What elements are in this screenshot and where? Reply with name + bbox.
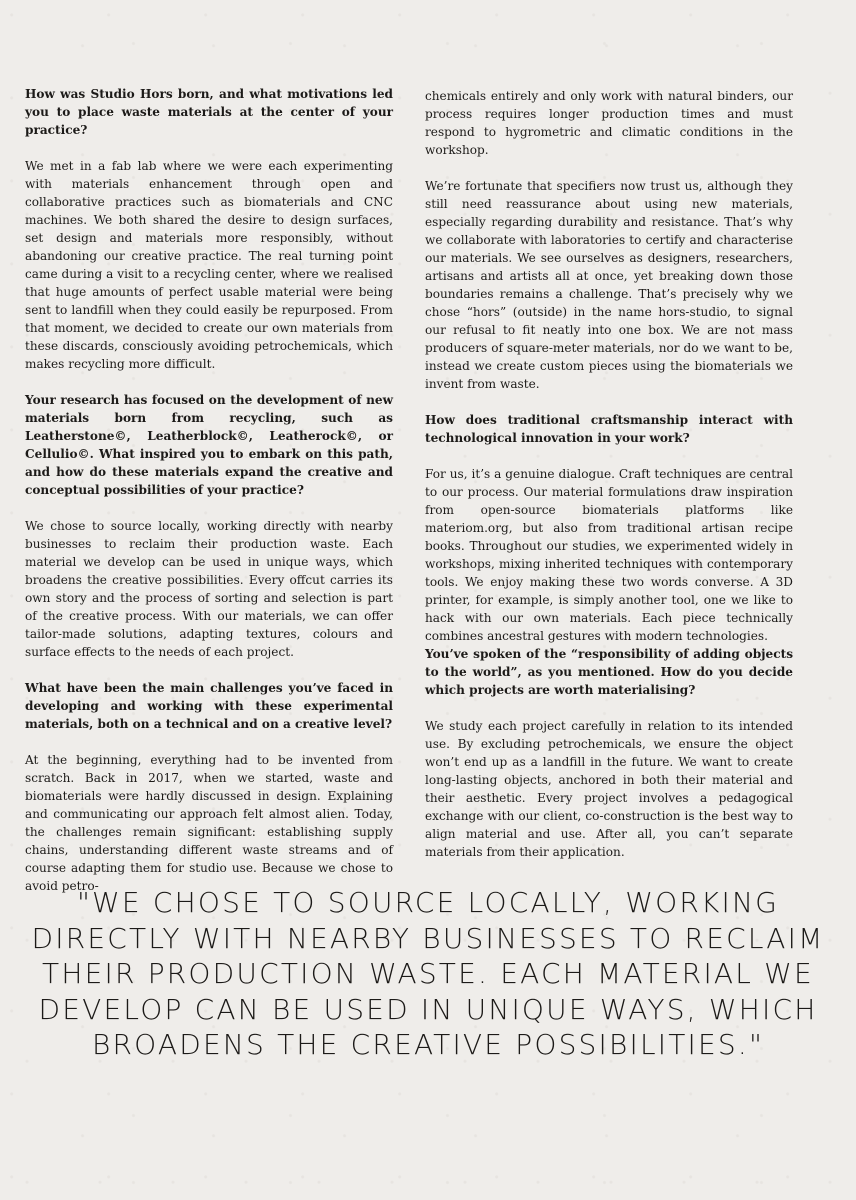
answer-3-paragraph-2: We’re fortunate that specifiers now trust us, although they still need reassurance about using new materials, especially regarding durability and resistance. That’s why we collaborate with laboratories to certify and characterise our materials. We see ourselves as designers, researchers, artisans and artists all at once, yet breaking down those boundaries remains a challenge. That’s precisely why we chose “hors” (outside) in the name hors-studio, to signal our refusal to fit neatly into one box. We are not mass producers of square-meter materials, nor do we want to be, instead we create custom pieces using the biomaterials we invent from waste.	[425, 179, 793, 391]
question-3: What have been the main challenges you’ve faced in developing and working with these experimental materials, both on a technical and on a creative level?	[25, 681, 393, 731]
answer-5: We study each project carefully in relation to its intended use. By excluding petrochemicals, we ensure the object won’t end up as a landfill in the future. We want to create long-lasting objects, anchored in both their material and their aesthetic. Every project involves a pedagogical exchange with our client, co-construction is the best way to align material and use. After all, you can’t separate materials from their application.	[425, 719, 793, 859]
answer-1: We met in a fab lab where we were each experimenting with materials enhancement through open and collaborative practices such as biomaterials and CNC machines. We both shared the desire to design surfaces, set design and materials more responsibly, without abandoning our creative practice. The real turning point came during a visit to a recycling center, where we realised that huge amounts of perfect usable material were being sent to landfill when they could easily be repurposed. From that moment, we decided to create our own materials from these discards, consciously avoiding petrochemicals, which makes recycling more difficult.	[25, 159, 393, 371]
answer-3-continued: chemicals entirely and only work with natural binders, our process requires longer production times and must respond to hygrometric and climatic conditions in the workshop.	[425, 89, 793, 157]
left-column	[25, 85, 393, 913]
right-column	[425, 87, 793, 879]
question-4: How does traditional craftsmanship interact with technological innovation in your work?	[425, 413, 793, 445]
question-1: How was Studio Hors born, and what motivations led you to place waste materials at the center of your practice?	[25, 87, 393, 137]
question-5: You’ve spoken of the “responsibility of adding objects to the world”, as you mentioned. How do you decide which projects are worth materialising?	[425, 647, 793, 697]
answer-4: For us, it’s a genuine dialogue. Craft techniques are central to our process. Our material formulations draw inspiration from open-source biomaterials platforms like materiom.org, but also from traditional artisan recipe books. Throughout our studies, we experimented widely in workshops, mixing inherited techniques with contemporary tools. We enjoy making these two words converse. A 3D printer, for example, is simply another tool, one we like to hack with our own materials. Each piece technically combines ancestral gestures with modern technologies.	[425, 467, 793, 643]
answer-3: At the beginning, everything had to be invented from scratch. Back in 2017, when we started, waste and biomaterials were hardly discussed in design. Explaining and communicating our approach felt almost alien. Today, the challenges remain significant: establishing supply chains, understanding different waste streams and of course adapting them for studio use. Because we chose to avoid petro-	[25, 753, 393, 893]
answer-2: We chose to source locally, working directly with nearby businesses to reclaim their production waste. Each material we develop can be used in unique ways, which broadens the creative possibilities. Every offcut carries its own story and the process of sorting and selection is part of the creative process. With our materials, we can offer tailor-made solutions, adapting textures, colours and surface effects to the needs of each project.	[25, 519, 393, 659]
question-2: Your research has focused on the development of new materials born from recycling, such as Leatherstone©, Leatherblock©, Leatherock©, or Cellulio©. What inspired you to embark on this path, and how do these materials expand the creative and conceptual possibilities of your practice?	[25, 393, 393, 497]
pull-quote: "WE CHOSE TO SOURCE LOCALLY, WORKING DIRECTLY WITH NEARBY BUSINESSES TO RECLAIM THEIR PRODUCTION WASTE. EACH MATERIAL WE DEVELOP CAN BE USED IN UNIQUE WAYS, WHICH BROADENS THE CREATIVE POSSIBILITIES."	[31, 886, 825, 1061]
